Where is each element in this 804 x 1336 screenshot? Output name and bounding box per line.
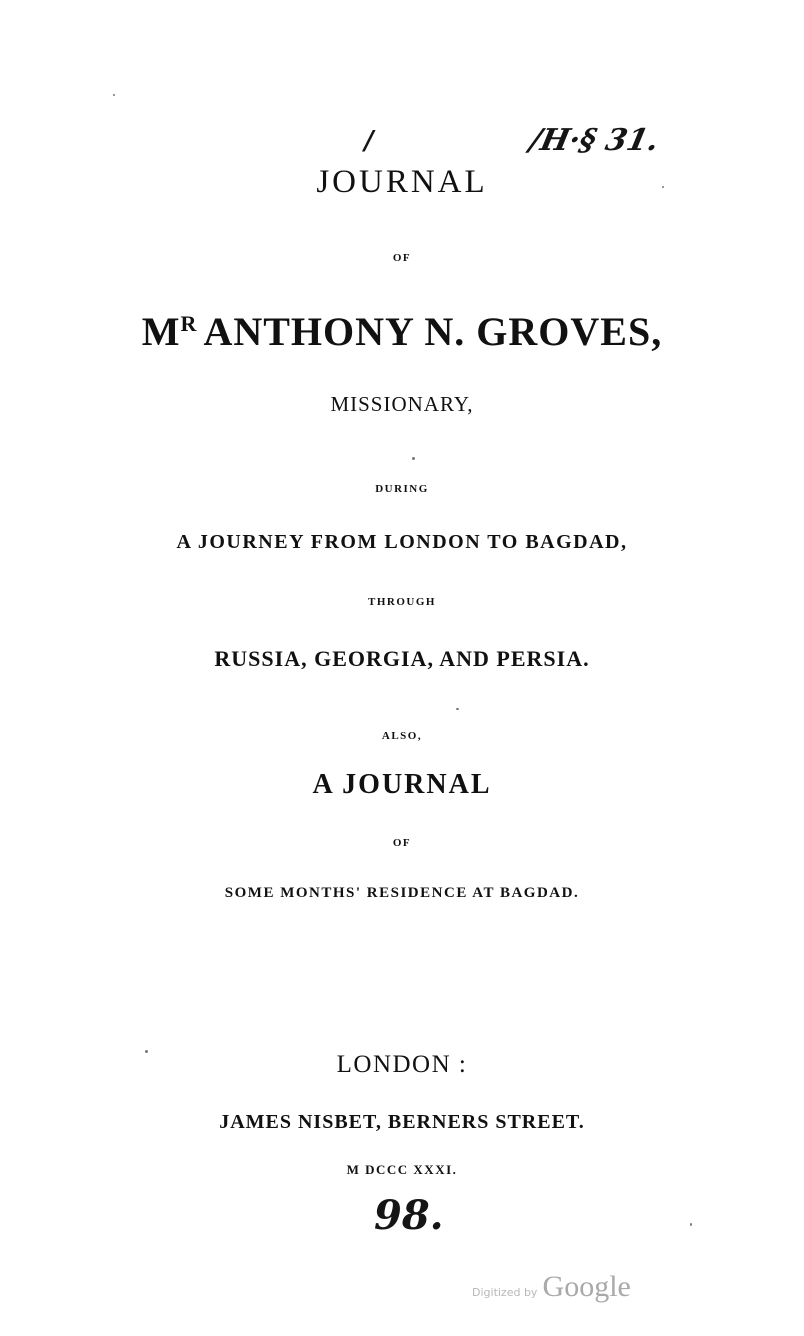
handwritten-tick: / [364, 126, 374, 156]
title-residence: SOME MONTHS' RESIDENCE AT BAGDAD. [224, 885, 580, 901]
author-name-text: ANTHONY N. GROVES, [203, 309, 663, 354]
paper-speck [145, 1050, 148, 1053]
digitized-watermark [472, 1272, 631, 1302]
paper-speck [662, 186, 664, 188]
author-role: MISSIONARY, [330, 392, 474, 416]
author-name [0, 309, 804, 354]
paper-speck [456, 708, 459, 710]
title-of-2: OF [392, 837, 412, 849]
handwritten-shelfmark: /H·§ 31. [526, 123, 662, 158]
title-journey: A JOURNEY FROM LONDON TO BAGDAD, [176, 531, 628, 553]
title-also: ALSO, [381, 730, 423, 742]
title-of-1: OF [392, 252, 412, 264]
imprint-year: M DCCC XXXI. [346, 1162, 458, 1177]
imprint-publisher: JAMES NISBET, BERNERS STREET. [219, 1111, 585, 1133]
handwritten-page-number: 98. [374, 1192, 444, 1239]
paper-speck [412, 457, 415, 460]
title-journal: JOURNAL [316, 164, 488, 200]
watermark-brand-logo: Google [542, 1270, 631, 1303]
paper-speck [690, 1223, 692, 1226]
paper-speck [113, 94, 115, 96]
imprint-city: LONDON : [336, 1051, 468, 1078]
author-name-prefix: M [141, 309, 181, 354]
title-during: DURING [375, 483, 429, 495]
watermark-prefix: Digitized by [472, 1286, 538, 1299]
title-journal-2: A JOURNAL [312, 769, 492, 800]
author-name-prefix-sup: R [180, 311, 198, 336]
title-through: THROUGH [368, 596, 436, 608]
title-route: RUSSIA, GEORGIA, AND PERSIA. [214, 646, 590, 671]
